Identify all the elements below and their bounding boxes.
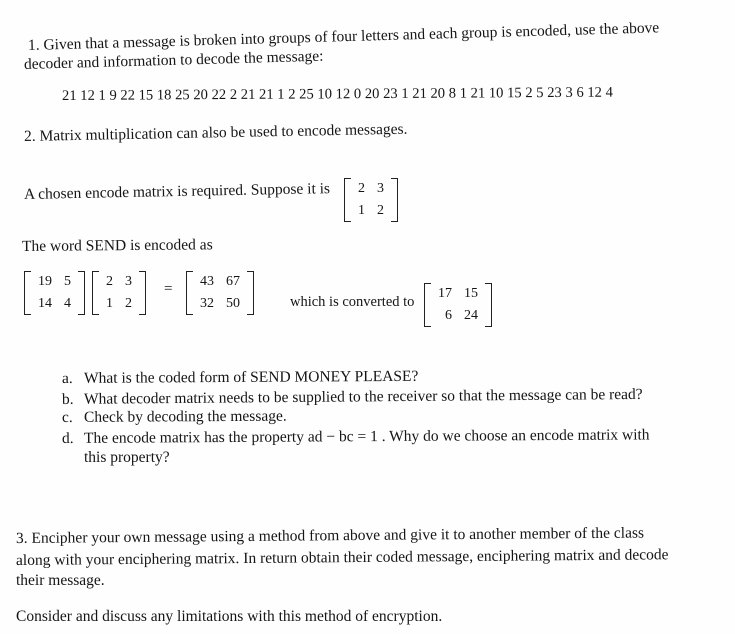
matrix-cell: 67 [226, 274, 240, 289]
q1-line2: decoder and information to decode the message: [23, 47, 324, 73]
matrix-cell: 1 [358, 203, 365, 218]
matrix-cell: 14 [38, 296, 52, 311]
matrix-cell: 3 [377, 181, 384, 196]
matrix-cell: 50 [226, 296, 240, 311]
q2-chosen-matrix-text: A chosen encode matrix is required. Suppose it is [23, 180, 331, 203]
matrix-cell: 2 [377, 203, 384, 218]
question-text: What is the coded form of SEND MONEY PLEASE? [83, 367, 419, 387]
question-text: The encode matrix has the property ad − bc = 1 . Why do we choose an encode matrix with [83, 426, 650, 447]
multiplier-matrix [92, 271, 146, 315]
converted-matrix [424, 283, 492, 327]
matrix-cell: 19 [38, 274, 52, 289]
matrix-cell: 32 [200, 296, 214, 311]
question-d-continued: this property? [84, 449, 170, 466]
question-label: c. [61, 408, 73, 426]
matrix-cell: 2 [106, 274, 113, 289]
q1-line1: 1. Given that a message is broken into groups of four letters and each group is encoded, use the above [27, 19, 660, 54]
question-c [62, 408, 287, 427]
q2-intro: 2. Matrix multiplication can also be used to encode messages. [23, 120, 408, 145]
matrix-cell: 15 [464, 286, 478, 301]
question-text: Check by decoding the message. [83, 407, 287, 426]
converted-text: which is converted to [290, 294, 415, 310]
matrix-cell: 43 [200, 274, 214, 289]
q3-line2: along with your enciphering matrix. In return obtain their coded message, enciphering matrix and decode [15, 546, 669, 569]
matrix-cell: 17 [438, 286, 452, 301]
question-label: d. [61, 429, 74, 447]
question-label: b. [61, 390, 74, 408]
q3-line1: 3. Encipher your own message using a method from above and give it to another member of the class [15, 524, 645, 547]
matrix-cell: 3 [125, 274, 132, 289]
matrix-cell: 24 [464, 308, 478, 323]
matrix-cell: 2 [358, 181, 365, 196]
q1-code-sequence: 21 12 1 9 22 15 18 25 20 22 2 21 21 1 2 25 10 12 0 20 23 1 21 20 8 1 21 10 15 2 5 23 3 6 12 4 [61, 84, 613, 104]
question-b [62, 386, 643, 409]
product-matrix [186, 271, 254, 315]
matrix-cell: 5 [64, 274, 71, 289]
matrix-cell: 4 [64, 296, 71, 311]
equals-sign: = [164, 281, 173, 297]
question-label: a. [61, 369, 73, 387]
question-text: What decoder matrix needs to be supplied to the receiver so that the message can be read? [83, 385, 643, 408]
question-d [62, 426, 650, 448]
send-matrix [24, 271, 85, 315]
closing-note: Consider and discuss any limitations with this method of encryption. [16, 608, 443, 625]
matrix-cell: 2 [125, 296, 132, 311]
matrix-cell: 6 [445, 308, 452, 323]
question-a [62, 368, 418, 388]
q2-send-line: The word SEND is encoded as [21, 236, 213, 255]
q3-line3: their message. [16, 572, 105, 589]
encode-matrix [344, 178, 398, 222]
matrix-cell: 1 [106, 296, 113, 311]
